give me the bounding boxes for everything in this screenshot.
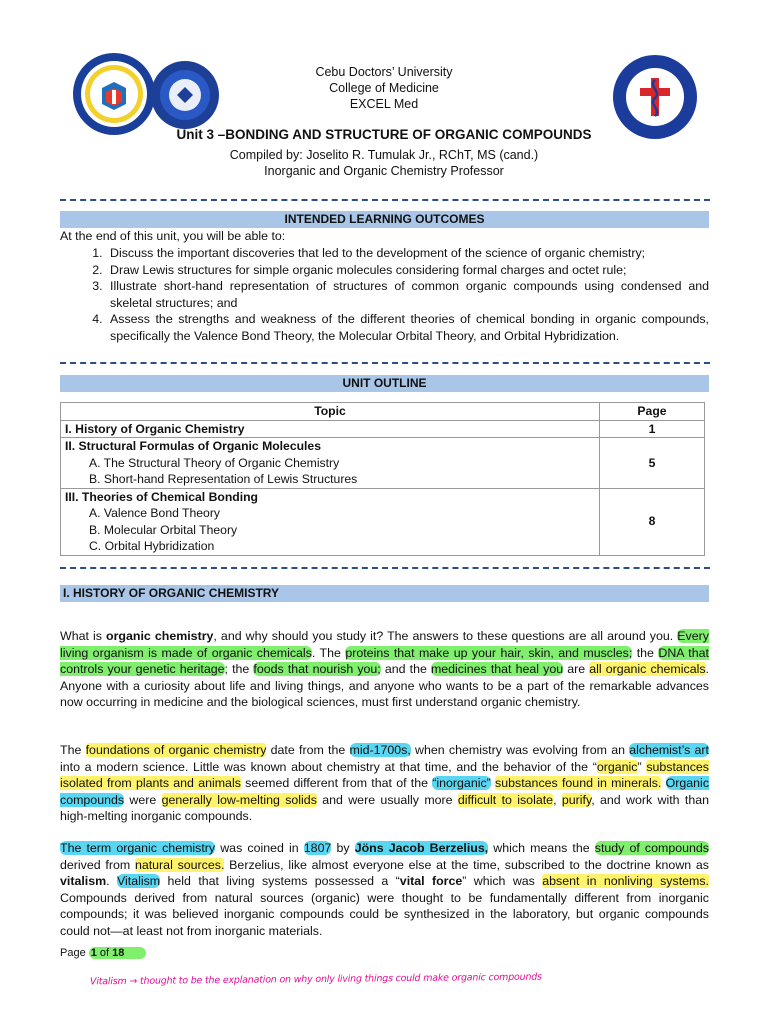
text: Berzelius, like almost everyone else at the time, subscribed to the doctrine known as — [224, 857, 710, 872]
text: , and why should you study it? The answers to these questions are all around you. — [213, 629, 678, 643]
outline-heading: UNIT OUTLINE — [60, 375, 709, 392]
divider — [60, 199, 710, 201]
text: . Anyone with a curiosity about life and living things, and anyone who wants to be a part of the remarkable advances now occurring in medicine and the biological sciences, must first understand organic chemistry. — [60, 662, 709, 710]
text: What is — [60, 629, 107, 643]
divider — [60, 567, 710, 569]
text: are — [563, 662, 590, 677]
text: were — [124, 792, 162, 807]
term: vitalism — [60, 874, 107, 889]
compiled-by: Compiled by: Joselito R. Tumulak Jr., RChT, MS (cand.) — [229, 148, 539, 162]
highlight: medicines that heal you — [430, 662, 564, 677]
outline-page-1: 1 — [600, 420, 705, 438]
outline-section-2 — [61, 438, 600, 489]
text: date from the — [266, 743, 350, 757]
highlight: proteins that make up your hair, skin, and muscles; — [345, 645, 633, 660]
text: . The — [311, 645, 346, 660]
outline-table — [60, 402, 705, 556]
paragraph-1 — [60, 628, 709, 711]
text: Compounds derived from natural sources (organic) were thought to be fundamentally different from inorganic compounds; it was believed inorganic compounds could be synthesized in the laboratory, but organic compounds could not—at least not from inorganic materials. — [60, 890, 709, 938]
unit-title: Unit 3 –BONDING AND STRUCTURE OF ORGANIC COMPOUNDS — [176, 127, 592, 142]
list-item: 3. Illustrate short-hand representation of structures of common organic compounds using condensed and skeletal structures; and — [106, 278, 709, 311]
highlight: The term organic chemistry — [60, 841, 216, 855]
table-row — [61, 403, 705, 421]
highlight: study of compounds — [594, 841, 709, 855]
text: and the — [380, 662, 431, 677]
topic-header: Topic — [61, 403, 600, 421]
paragraph-3 — [60, 840, 709, 940]
divider — [60, 362, 710, 364]
term: organic chemistry — [106, 629, 214, 643]
page-header: Page — [600, 403, 705, 421]
highlight: 1807 — [303, 841, 332, 855]
list-item: 4. Assess the strengths and weakness of the different theories of chemical bonding in organic compounds, specifically the Valence Bond Theory, the Molecular Orbital Theory, and Orbital Hybridization. — [106, 311, 709, 344]
table-row — [61, 488, 705, 555]
text: derived from — [60, 857, 135, 872]
highlight: organic — [596, 759, 638, 774]
text: , — [553, 792, 562, 807]
term: vital force — [399, 874, 463, 889]
highlight: purify — [561, 792, 592, 807]
outline-item-3b: B. Molecular Orbital Theory — [89, 522, 238, 537]
highlight: all organic chemicals — [589, 662, 706, 677]
highlight: alchemist’s art — [629, 743, 709, 757]
text: ” — [637, 759, 647, 774]
text: which means the — [488, 841, 595, 855]
text: 18 — [112, 947, 125, 959]
text: ” which was — [462, 874, 543, 889]
highlight: Vitalism — [116, 874, 161, 889]
text: 1 — [90, 947, 97, 959]
handwritten-note: Vitalism → thought to be the explanation on why only living things could make organic compounds — [89, 971, 542, 988]
text: . — [106, 874, 117, 889]
page-current — [89, 947, 147, 959]
highlight: Organic compounds — [60, 776, 710, 807]
text: the — [632, 645, 659, 660]
outline-page-3: 8 — [600, 488, 705, 555]
text: , and work with than high-melting inorganic compounds. — [60, 792, 709, 824]
outline-section-3-title: III. Theories of Chemical Bonding — [65, 489, 258, 504]
text: seemed different from that of the — [240, 776, 433, 791]
outline-item-3c: C. Orbital Hybridization — [89, 539, 215, 553]
highlight: substances isolated from plants and animals — [60, 759, 709, 791]
highlight: Every living organism is made of organic chemicals — [60, 629, 709, 660]
university-name: Cebu Doctors’ University — [315, 65, 453, 79]
program-name: EXCEL Med — [349, 97, 419, 111]
text: when chemistry was evolving from an — [410, 743, 630, 757]
text: The — [60, 743, 86, 757]
table-row — [61, 438, 705, 489]
highlight: foods that nourish you; — [253, 662, 381, 677]
highlight: foundations of organic chemistry — [85, 743, 267, 757]
highlight: absent in nonliving systems. — [542, 874, 709, 889]
text: into a modern science. Little was known about chemistry at that time, and the behavior of the “ — [60, 759, 597, 774]
highlight: substances found in minerals. — [495, 776, 662, 791]
text: by — [331, 841, 355, 855]
list-item: 2. Draw Lewis structures for simple organic molecules considering formal charges and octet rule; — [106, 262, 709, 279]
text: of — [96, 947, 113, 959]
text: Page — [60, 947, 89, 959]
highlight: natural sources. — [134, 857, 225, 872]
highlight: “inorganic” — [432, 776, 491, 791]
highlight: generally low-melting solids — [161, 792, 317, 807]
ilo-list — [60, 245, 709, 344]
outline-section-3 — [61, 488, 600, 555]
text: ; the — [224, 662, 254, 677]
college-name: College of Medicine — [329, 81, 439, 95]
paragraph-2 — [60, 742, 709, 825]
outline-item-3a: A. Valence Bond Theory — [89, 506, 220, 520]
text — [661, 776, 665, 790]
outline-item-2a: A. The Structural Theory of Organic Chemistry — [89, 455, 340, 470]
outline-section-1: I. History of Organic Chemistry — [61, 420, 600, 438]
table-row — [61, 420, 705, 438]
highlight: Jöns Jacob Berzelius, — [354, 841, 489, 855]
highlight: DNA that controls your genetic heritage — [60, 645, 709, 677]
outline-item-2b: B. Short-hand Representation of Lewis Structures — [89, 472, 358, 486]
text: was coined in — [215, 841, 304, 855]
page-number — [60, 947, 146, 959]
list-item: 1. Discuss the important discoveries that led to the development of the science of organic chemistry; — [106, 245, 709, 262]
text: held that living systems possessed a “ — [160, 874, 400, 889]
outline-section-2-title: II. Structural Formulas of Organic Molecules — [65, 439, 321, 453]
ilo-heading: INTENDED LEARNING OUTCOMES — [60, 211, 709, 228]
author-position: Inorganic and Organic Chemistry Professor — [264, 164, 504, 178]
outline-page-2: 5 — [600, 438, 705, 489]
ilo-intro: At the end of this unit, you will be able to: — [60, 229, 286, 243]
section-heading: I. HISTORY OF ORGANIC CHEMISTRY — [60, 585, 709, 602]
text: and were usually more — [316, 792, 458, 807]
highlight: mid-1700s, — [349, 743, 411, 757]
highlight: difficult to isolate — [457, 792, 554, 807]
